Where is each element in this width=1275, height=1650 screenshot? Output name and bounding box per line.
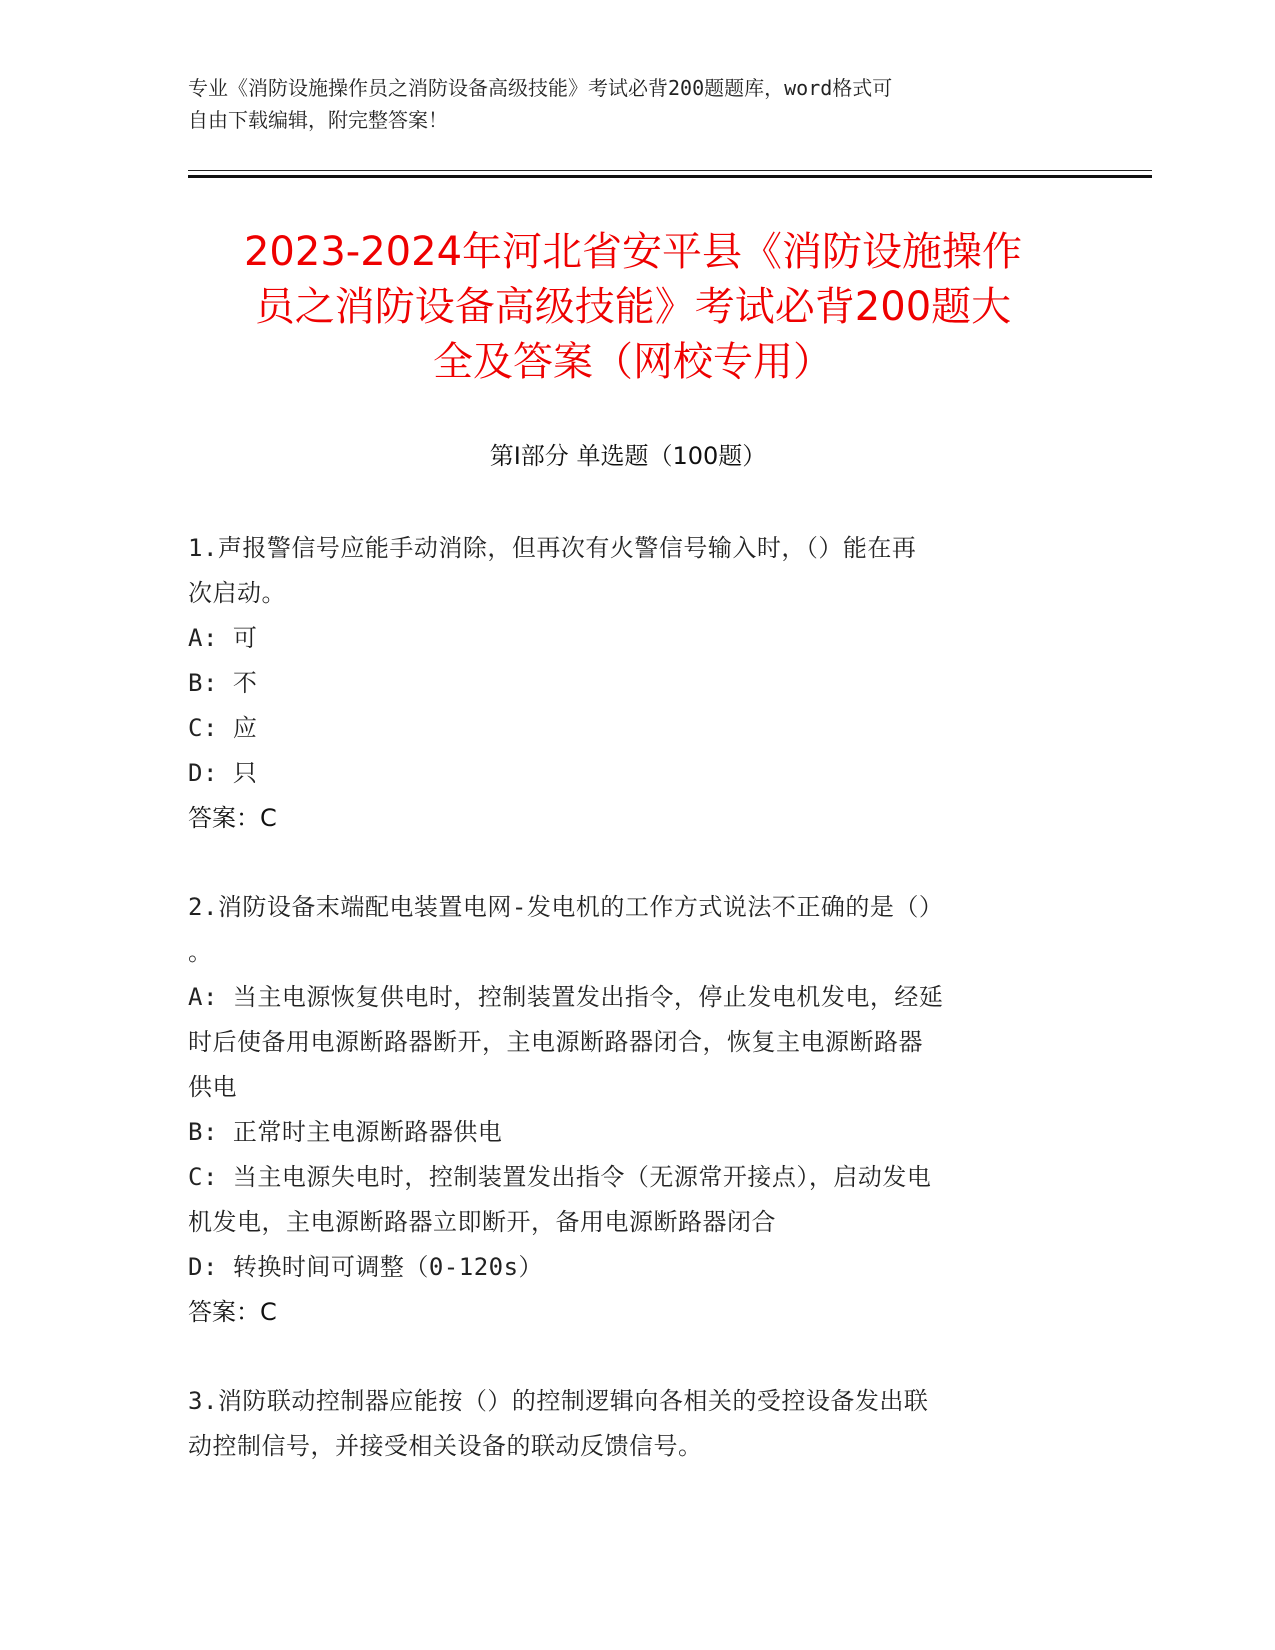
question-1-option-d: D: 只 xyxy=(188,759,258,787)
question-2-line-2: 。 xyxy=(188,938,213,966)
question-3 xyxy=(188,1379,1068,1469)
question-2-option-d: D: 转换时间可调整（0-120s） xyxy=(188,1253,544,1281)
question-1 xyxy=(188,526,1068,841)
question-2 xyxy=(188,885,1068,1335)
title-line-3: 全及答案（网校专用） xyxy=(433,339,833,385)
question-2-option-a-line-3: 供电 xyxy=(188,1073,237,1101)
question-2-answer: 答案：C xyxy=(188,1298,277,1326)
question-3-line-1: 3.消防联动控制器应能按（）的控制逻辑向各相关的受控设备发出联 xyxy=(188,1387,929,1415)
question-1-option-a: A: 可 xyxy=(188,624,258,652)
question-1-line-1: 1.声报警信号应能手动消除，但再次有火警信号输入时，（）能在再 xyxy=(188,534,917,562)
question-2-option-b: B: 正常时主电源断路器供电 xyxy=(188,1118,503,1146)
header-rule-thin xyxy=(188,170,1152,171)
question-2-line-1: 2.消防设备末端配电装置电网-发电机的工作方式说法不正确的是（） xyxy=(188,893,944,921)
title-line-2: 员之消防设备高级技能》考试必背200题大 xyxy=(254,284,1012,330)
question-2-option-a-line-2: 时后使备用电源断路器断开，主电源断路器闭合，恢复主电源断路器 xyxy=(188,1028,923,1056)
question-1-line-2: 次启动。 xyxy=(188,579,286,607)
header-rule-thick xyxy=(188,175,1152,178)
question-3-line-2: 动控制信号，并接受相关设备的联动反馈信号。 xyxy=(188,1432,703,1460)
question-2-option-a-line-1: A: 当主电源恢复供电时，控制装置发出指令，停止发电机发电，经延 xyxy=(188,983,944,1011)
header-note-line-1: 专业《消防设施操作员之消防设备高级技能》考试必背200题题库，word格式可 xyxy=(188,76,893,100)
header-note-line-2: 自由下载编辑，附完整答案！ xyxy=(188,108,448,132)
question-1-answer: 答案：C xyxy=(188,804,277,832)
document-title xyxy=(188,225,1078,390)
question-1-option-c: C: 应 xyxy=(188,714,258,742)
title-line-1: 2023-2024年河北省安平县《消防设施操作 xyxy=(243,229,1023,275)
question-2-option-c-line-2: 机发电，主电源断路器立即断开，备用电源断路器闭合 xyxy=(188,1208,776,1236)
section-heading: 第Ⅰ部分 单选题（100题） xyxy=(489,442,767,470)
question-list xyxy=(188,526,1068,1513)
question-2-option-c-line-1: C: 当主电源失电时，控制装置发出指令（无源常开接点），启动发电 xyxy=(188,1163,932,1191)
question-1-option-b: B: 不 xyxy=(188,669,258,697)
header-note xyxy=(188,72,1068,136)
